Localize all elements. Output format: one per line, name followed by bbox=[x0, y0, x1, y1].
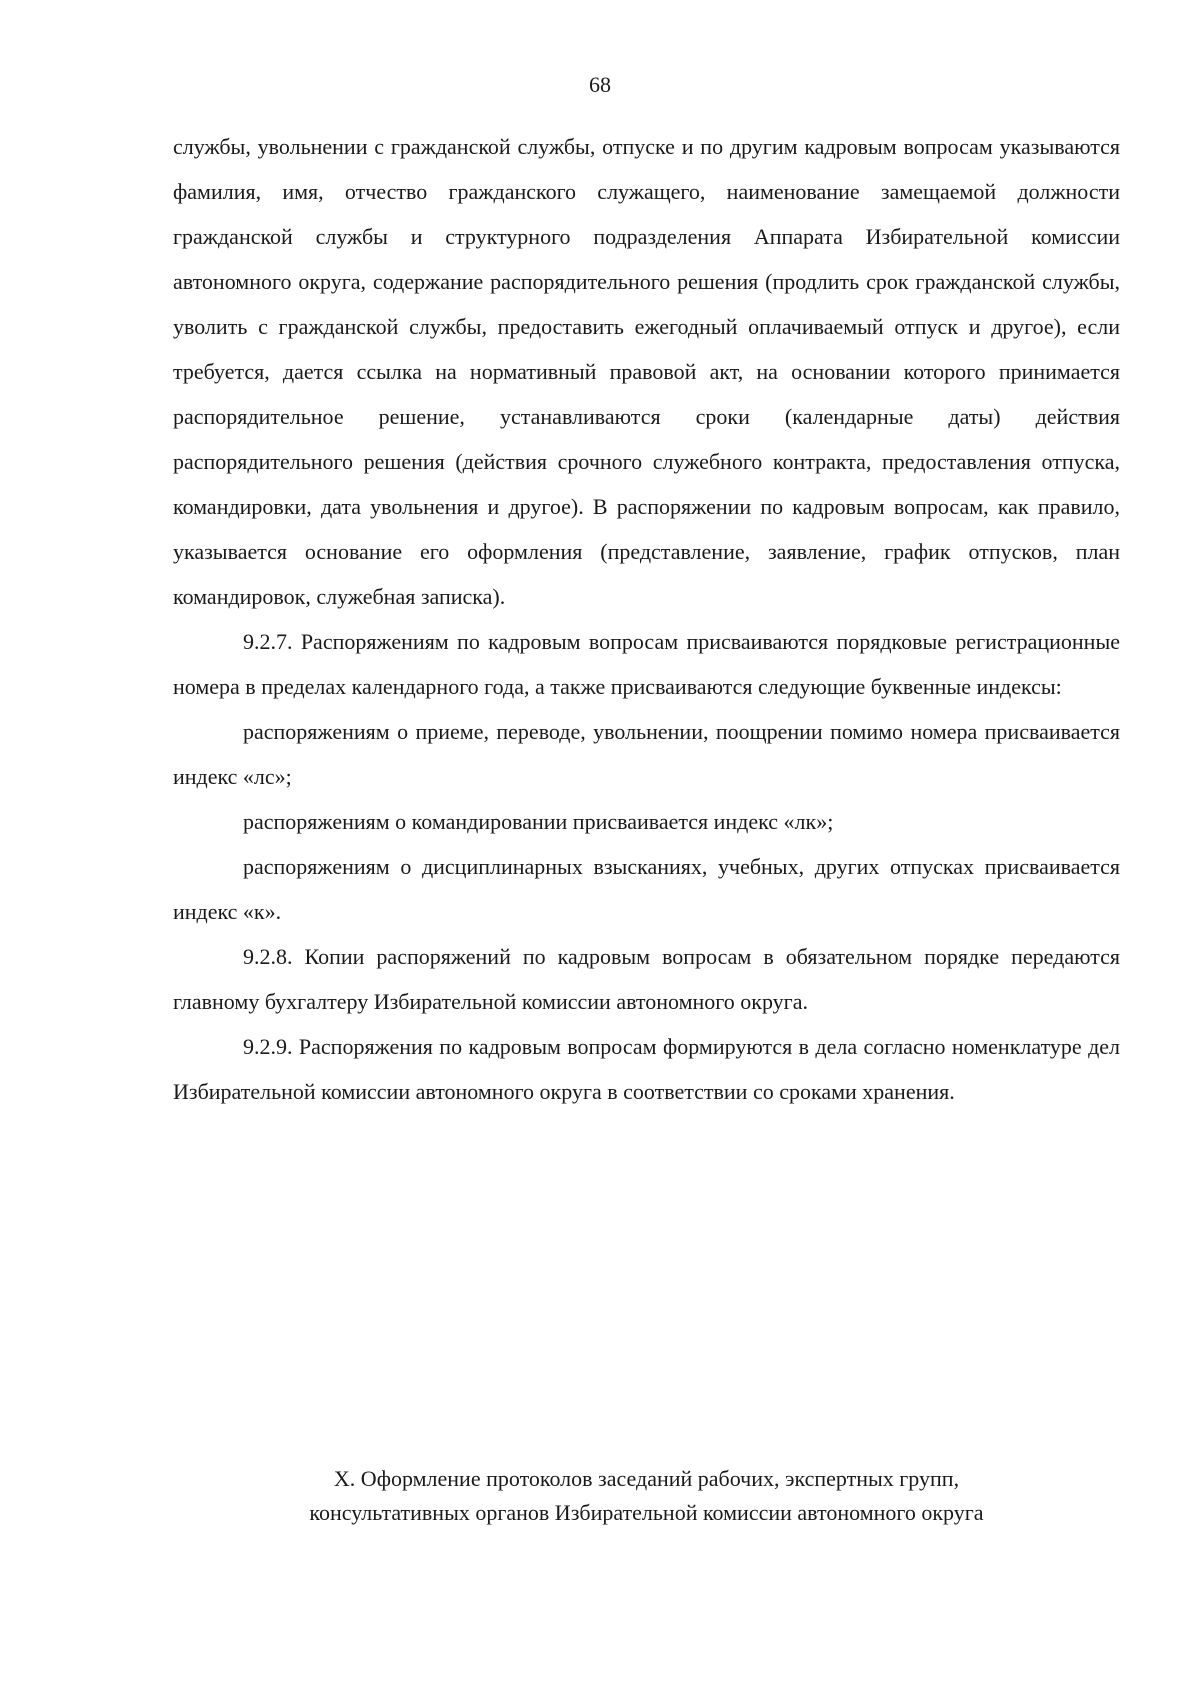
paragraph-9-2-8: 9.2.8. Копии распоряжений по кадровым вопросам в обязательном порядке передаются главному бухгалтеру Избирательной комиссии автономного округа. bbox=[173, 944, 1120, 1014]
paragraph-index-lk: распоряжениям о командировании присваивается индекс «лк»; bbox=[243, 809, 834, 834]
paragraph-9-2-7: 9.2.7. Распоряжениям по кадровым вопросам присваиваются порядковые регистрационные номера в пределах календарного года, а также присваиваются следующие буквенные индексы: bbox=[173, 629, 1120, 699]
paragraph-9-2-9: 9.2.9. Распоряжения по кадровым вопросам формируются в дела согласно номенклатуре дел Избирательной комиссии автономного округа в соответствии со сроками хранения. bbox=[173, 1034, 1120, 1104]
page-number: 68 bbox=[589, 72, 611, 97]
paragraph-continuation: службы, увольнении с гражданской службы, отпуске и по другим кадровым вопросам указываются фамилия, имя, отчество гражданского служащего, наименование замещаемой должности гражданской службы и структурного подразделения Аппарата Избирательной комиссии автономного округа, содержание распорядительного решения (продлить срок гражданской службы, уволить с гражданской службы, предоставить ежегодный оплачиваемый отпуск и другое), если требуется, дается ссылка на нормативный правовой акт, на основании которого принимается распорядительное решение, устанавливаются сроки (календарные даты) действия распорядительного решения (действия срочного служебного контракта, предоставления отпуска, командировки, дата увольнения и другое). В распоряжении по кадровым вопросам, как правило, указывается основание его оформления (представление, заявление, график отпусков, план командировок, служебная записка). bbox=[173, 134, 1120, 609]
body-text bbox=[173, 124, 1120, 1114]
section-heading-line-1: X. Оформление протоколов заседаний рабочих, экспертных групп, bbox=[333, 1466, 960, 1491]
paragraph-index-ls: распоряжениям о приеме, переводе, увольнении, поощрении помимо номера присваивается индекс «лс»; bbox=[173, 719, 1120, 789]
section-heading-line-2: консультативных органов Избирательной комиссии автономного округа bbox=[309, 1500, 984, 1525]
paragraph-index-k: распоряжениям о дисциплинарных взысканиях, учебных, других отпусках присваивается индекс «к». bbox=[173, 854, 1120, 924]
section-heading bbox=[173, 1462, 1120, 1530]
